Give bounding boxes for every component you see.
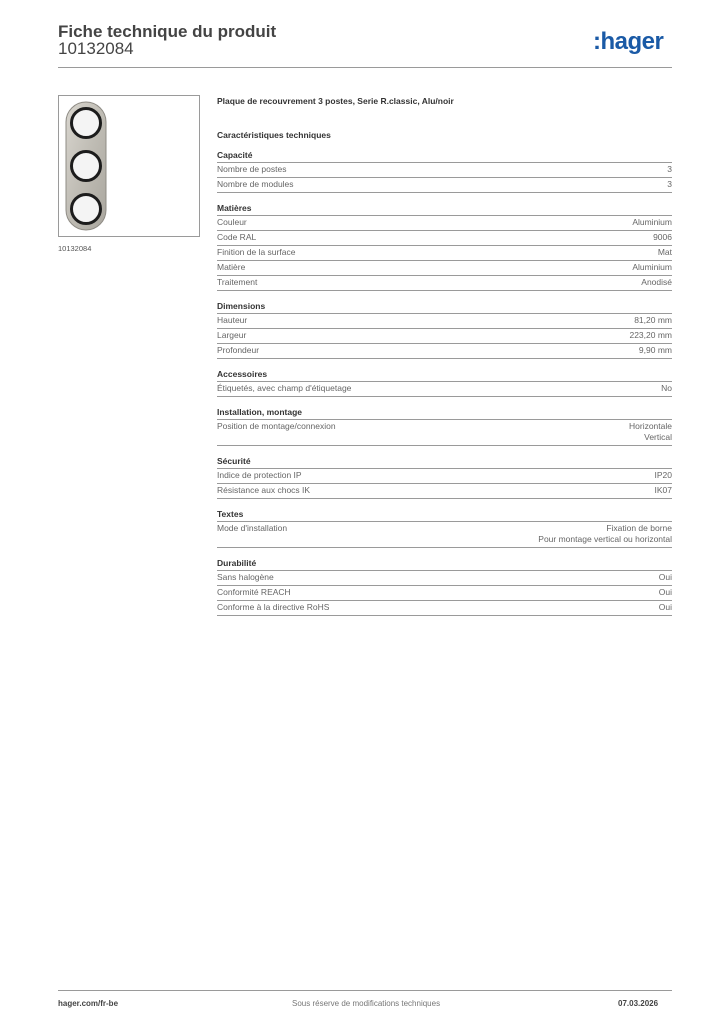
spec-section <box>217 456 672 499</box>
technical-specs-title: Caractéristiques techniques <box>217 130 331 140</box>
spec-row <box>217 246 672 261</box>
spec-section-title: Matières <box>217 203 672 216</box>
spec-row <box>217 231 672 246</box>
image-caption: 10132084 <box>58 244 92 253</box>
spec-section-title: Sécurité <box>217 456 672 469</box>
spec-section-title: Installation, montage <box>217 407 672 420</box>
spec-value <box>667 179 672 190</box>
spec-value <box>659 587 672 598</box>
spec-value <box>538 523 672 545</box>
spec-row <box>217 382 672 397</box>
spec-label: Matière <box>217 262 246 272</box>
specs-table <box>217 150 672 626</box>
spec-label: Traitement <box>217 277 258 287</box>
spec-row <box>217 163 672 178</box>
footer-website: hager.com/fr-be <box>58 999 119 1008</box>
spec-label: Code RAL <box>217 232 257 242</box>
spec-section <box>217 369 672 397</box>
spec-row <box>217 216 672 231</box>
spec-row <box>217 261 672 276</box>
spec-value-line: Oui <box>658 587 672 597</box>
spec-row <box>217 586 672 601</box>
spec-value <box>658 247 672 258</box>
product-image <box>58 95 200 237</box>
spec-value <box>629 330 672 341</box>
spec-value <box>632 217 672 228</box>
spec-label: Largeur <box>217 330 247 340</box>
spec-section <box>217 203 672 291</box>
spec-row <box>217 571 672 586</box>
spec-value-line: Pour montage vertical ou horizontal <box>538 534 672 544</box>
spec-row <box>217 484 672 499</box>
cover-plate-image <box>59 96 199 236</box>
spec-row <box>217 344 672 359</box>
spec-label: Nombre de postes <box>217 164 287 174</box>
spec-value <box>659 572 672 583</box>
spec-value-line: 223,20 mm <box>629 330 672 340</box>
spec-value-line: Fixation de borne <box>606 523 672 533</box>
spec-label: Profondeur <box>217 345 260 355</box>
spec-label: Nombre de modules <box>217 179 294 189</box>
spec-value <box>634 315 672 326</box>
spec-value-line: Vertical <box>644 432 672 442</box>
spec-value-line: 3 <box>667 164 672 174</box>
spec-row <box>217 314 672 329</box>
spec-section-title: Durabilité <box>217 558 672 571</box>
footer-date: 07.03.2026 <box>618 999 659 1008</box>
spec-label: Mode d'installation <box>217 523 288 533</box>
spec-value-line: Horizontale <box>629 421 672 431</box>
spec-value-line: Aluminium <box>632 262 672 272</box>
header-divider <box>58 67 672 68</box>
product-number: 10132084 <box>58 39 134 58</box>
spec-section-title: Capacité <box>217 150 672 163</box>
spec-section <box>217 301 672 359</box>
spec-value-line: IK07 <box>654 485 672 495</box>
spec-value-line: Anodisé <box>641 277 672 287</box>
footer-disclaimer: Sous réserve de modifications techniques <box>292 999 441 1008</box>
spec-label: Couleur <box>217 217 247 227</box>
spec-value-line: 9,90 mm <box>638 345 672 355</box>
spec-value <box>653 232 672 243</box>
spec-row <box>217 329 672 344</box>
spec-section <box>217 509 672 548</box>
spec-value-line: No <box>661 383 672 393</box>
spec-value-line: 9006 <box>653 232 672 242</box>
spec-value <box>661 383 672 394</box>
spec-value <box>655 485 673 496</box>
product-name: Plaque de recouvrement 3 postes, Serie R.classic, Alu/noir <box>217 96 454 106</box>
spec-row <box>217 276 672 291</box>
spec-label: Conforme à la directive RoHS <box>217 602 330 612</box>
spec-value <box>639 345 672 356</box>
spec-label: Position de montage/connexion <box>217 421 336 431</box>
page-title: Fiche technique du produit <box>58 22 277 41</box>
spec-section-title: Accessoires <box>217 369 672 382</box>
spec-row <box>217 522 672 548</box>
spec-value <box>632 262 672 273</box>
spec-label: Résistance aux chocs IK <box>217 485 311 495</box>
spec-row <box>217 469 672 484</box>
spec-value <box>667 164 672 175</box>
spec-value <box>641 277 672 288</box>
spec-label: Indice de protection IP <box>217 470 302 480</box>
spec-value-line: IP20 <box>654 470 672 480</box>
spec-value <box>655 470 673 481</box>
spec-row <box>217 178 672 193</box>
spec-value-line: 81,20 mm <box>634 315 672 325</box>
spec-value <box>659 602 672 613</box>
spec-value-line: Aluminium <box>632 217 672 227</box>
spec-value-line: Oui <box>658 602 672 612</box>
spec-label: Conformité REACH <box>217 587 291 597</box>
spec-section <box>217 150 672 193</box>
spec-section-title: Dimensions <box>217 301 672 314</box>
spec-label: Étiquetés, avec champ d'étiquetage <box>217 383 352 393</box>
spec-value-line: Oui <box>658 572 672 582</box>
spec-value <box>629 421 672 443</box>
spec-row <box>217 601 672 616</box>
spec-section-title: Textes <box>217 509 672 522</box>
hager-logo: :hager <box>593 28 664 55</box>
spec-value-line: 3 <box>667 179 672 189</box>
spec-section <box>217 407 672 446</box>
footer-divider <box>58 990 672 991</box>
spec-section <box>217 558 672 616</box>
spec-label: Sans halogène <box>217 572 274 582</box>
spec-value-line: Mat <box>657 247 672 257</box>
spec-label: Finition de la surface <box>217 247 296 257</box>
spec-row <box>217 420 672 446</box>
spec-label: Hauteur <box>217 315 248 325</box>
